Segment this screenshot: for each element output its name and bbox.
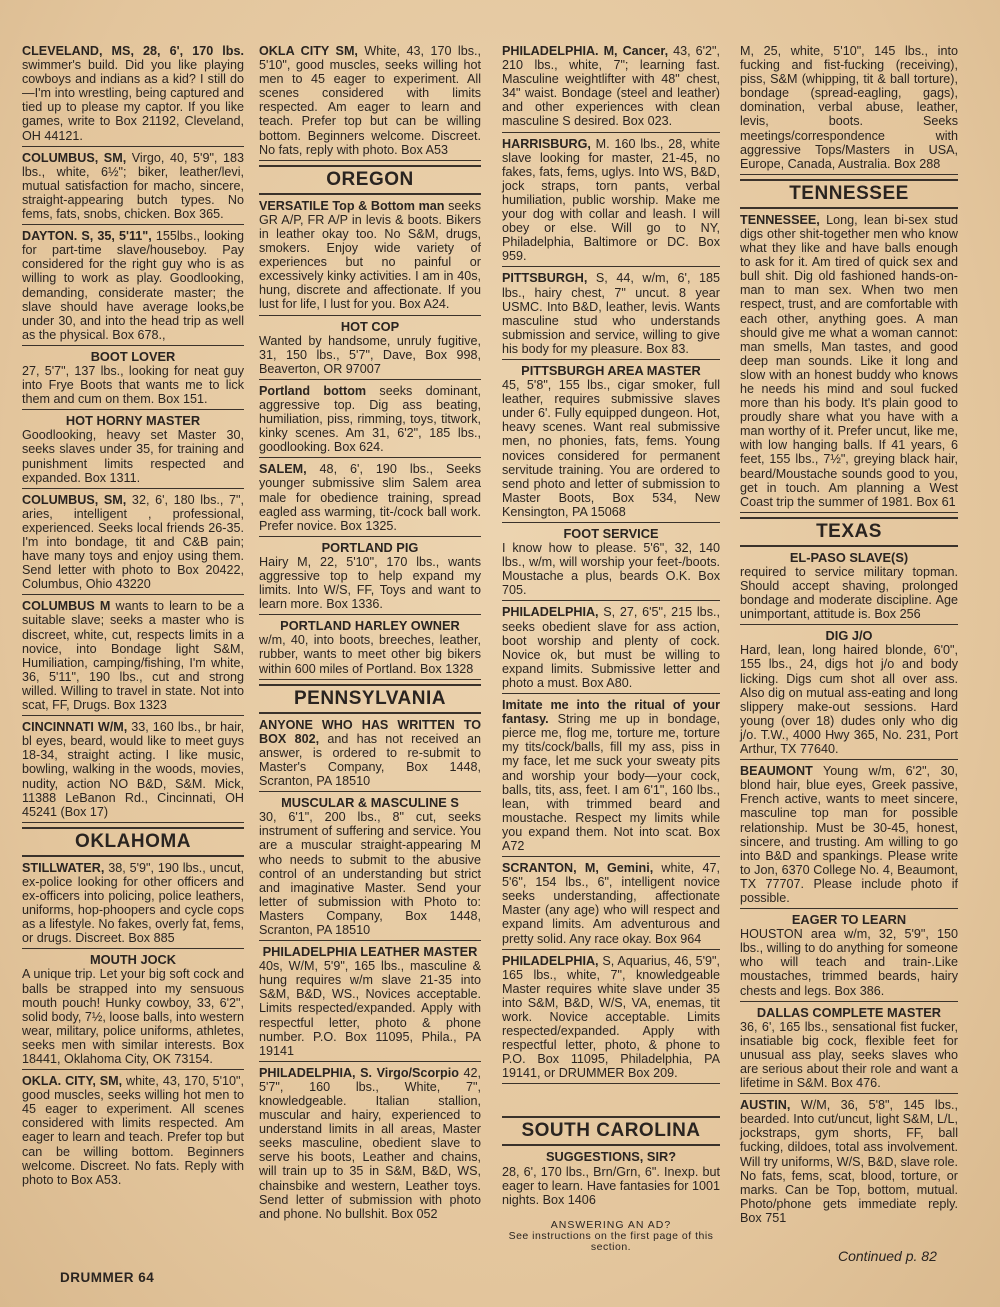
ad-lead: COLUMBUS, SM, xyxy=(22,492,127,507)
classified-ad xyxy=(740,44,958,175)
classified-ad xyxy=(740,551,958,625)
classified-ad xyxy=(259,541,481,615)
classified-ad xyxy=(740,1006,958,1095)
classified-ad xyxy=(22,151,244,225)
ad-body: 28, 6', 170 lbs., Brn/Grn, 6". Inexp. but eager to learn. Have fantasies for 1001 nights. Box 1406 xyxy=(502,1164,720,1207)
classified-ad xyxy=(502,1150,720,1209)
classified-ad xyxy=(502,137,720,268)
answering-ad-body: See instructions on the first page of this section. xyxy=(508,1229,714,1253)
ad-lead: OKLA CITY SM, xyxy=(259,44,358,58)
ad-body: white, 43, 170, 5'10", good muscles, seeks willing hot men to 45 eager to experiment. All scenes considered with limits respected. Am eager to learn and teach. Prefer top but can be willing bottom. Beginners welcome. Discreet. No fats. Reply with photo to Box A53. xyxy=(22,1074,244,1187)
classified-ad xyxy=(22,350,244,410)
state-heading: TEXAS xyxy=(740,517,958,547)
ad-lead: PHILADELPHIA. M, Cancer, xyxy=(502,44,669,58)
ad-body: 36, 6', 165 lbs., sensational fist fucker, insatiable big cock, flexible feet for unusual ass play, seeks slaves who are serious about their role and want a lifetime in S&M. Box 476. xyxy=(740,1019,958,1091)
classified-ad xyxy=(502,271,720,360)
ad-lead: Portland bottom xyxy=(259,383,367,398)
classified-ad xyxy=(259,44,481,161)
ad-lead: Imitate me into the ritual of your fantasy. xyxy=(502,698,720,727)
ad-headline: MUSCULAR & MASCULINE S xyxy=(281,795,459,811)
ad-lead: PITTSBURGH, xyxy=(502,271,588,286)
ad-body: S, 27, 6'5", 215 lbs., seeks obedient slave for ass action, boot worship and plenty of cock. Novice ok, but must be willing to expand limits. Submissive letter and photo a must. Box A80. xyxy=(502,605,720,690)
classified-ad xyxy=(502,698,720,857)
ad-lead: OKLA. CITY, SM, xyxy=(22,1074,123,1089)
ad-body: 155lbs., looking for part-time slave/houseboy. Pay considered for the right guy who is as willing to work as play. Goodlooking, demanding, considerate master; the slave should have average looks,be under 30, and into the head trip as well as the physical. Box 678., xyxy=(22,229,244,342)
state-heading: TENNESSEE xyxy=(740,179,958,209)
ad-body: String me up in bondage, pierce me, flog me, torture me, torture my tits/cock/balls, fill my ass, piss in my face, let me suck your sweaty pits and worship your body—your cock, balls, tits, ass, feet. I am 6'1", 160 lbs., lean, with trimmed beard and moustache. Respect my limits while you expand them. Not into scat. Box A72 xyxy=(502,712,720,853)
ad-lead: STILLWATER, xyxy=(22,860,105,875)
ad-headline: MOUTH JOCK xyxy=(89,952,177,968)
ad-headline: PORTLAND HARLEY OWNER xyxy=(280,618,460,634)
classified-ad xyxy=(22,493,244,596)
ad-body: swimmer's build. Did you like playing cowboys and indians as a kid? I still do—I'm into wrestling, being captured and tied up to please my captor. If you like games, write to Box 21192, Cleveland, OH 44121. xyxy=(22,58,244,143)
classified-ad xyxy=(22,953,244,1070)
ad-lead: SALEM, xyxy=(259,462,307,477)
classified-ad xyxy=(740,764,958,909)
state-heading: OREGON xyxy=(259,165,481,195)
classified-ad xyxy=(740,1098,958,1228)
ad-body: 43, 6'2", 210 lbs., white, 7"; learning fast. Masculine weightlifter with 48" chest, 34" waist. Bondage (steel and leather) and other experiences with clean masculine S desired. Box 023. xyxy=(502,44,720,129)
classified-ad xyxy=(740,629,958,760)
ad-headline: SUGGESTIONS, SIR? xyxy=(545,1149,677,1165)
ad-body: Hard, lean, long haired blonde, 6'0", 155 lbs., 24, digs hot j/o and body licking. Digs cum shot all over ass. Also dig on mutual ass-eating and long slippery make-out sessions. Hard young (over 18) dudes only who dig j/o. T.W., 4000 Hwy 365, No. 231, Port Arthur, TX 77640. xyxy=(740,643,958,757)
ad-body: S, Aquarius, 46, 5'9", 165 lbs., white, 7", knowledgeable Master requires white slave under 35 into S&M, B&D, W/S, VA, enemas, tit work. Novice acceptable. Limits respected/expanded. Apply with respectful letter, photo, & phone to P.O. Box 11095, Philadelphia, PA 19141, or DRUMMER Box 209. xyxy=(502,953,720,1081)
ad-lead: AUSTIN, xyxy=(740,1098,791,1113)
ad-body: A unique trip. Let your big soft cock and balls be strapped into my sensuous mouth pouch! Hunky cowboy, 33, 6'2", solid body, 7½, loose balls, into western wear, military, police uniforms, athletes, seeks men with similar interests. Box 18441, Oklahoma City, OK 73154. xyxy=(22,967,244,1066)
ad-body: 45, 5'8", 155 lbs., cigar smoker, full leather, requires submissive slaves under 6'. Fully equipped dungeon. Hot, heavy scenes. Want real submissive men, no phonies, fats, fems. Young novices considered for permanent servitude training. You are ordered to send photo and letter of submission to Master Boots, Box 534, New Kensington, PA 15068 xyxy=(502,378,720,519)
ad-headline: HOT HORNY MASTER xyxy=(65,413,201,429)
state-heading: OKLAHOMA xyxy=(22,827,244,857)
ad-lead: HARRISBURG, xyxy=(502,136,591,151)
classified-ad xyxy=(259,384,481,458)
ad-body: 42, 5'7", 160 lbs., White, 7", knowledgeable. Italian stallion, muscular and hairy, experienced to understand limits in all areas, Master seeks masculine, obedient slave to serve his boots, Leather and chains, will train up to 35 in S&M, B&D, WS, chainsbike and western, Leather toys. Send letter of submission with photo and phone. No bullshit. Box 052 xyxy=(259,1065,481,1221)
ad-body: required to service military topman. Should accept shaving, prolonged bondage and moderate discipline. Age unimportant, attitude is. Box 256 xyxy=(740,564,958,622)
ad-body: wants to learn to be a suitable slave; seeks a master who is discreet, white, cut, respects limits in a novice, into Bondage light S&M, Humiliation, camping/fishing, I'm white, 36, 5'11", 190 lbs., cut and strong willed. Willing to travel in state. Not into scat, FF, Drugs. Box 1323 xyxy=(22,599,244,713)
ad-body: Young w/m, 6'2", 30, blond hair, blue eyes, Greek passive, French active, wants to meet sincere, masculine top man for possible relationship. Must be 30-45, honest, sincere, and trusting. Am willing to go into B&D and spankings. Please write to Jon, 6370 College No. 4, Beaumont, TX 77707. Please include photo if possible. xyxy=(740,764,958,905)
ad-body: M, 25, white, 5'10", 145 lbs., into fucking and fist-fucking (receiving), piss, S&M (whipping, tit & ball torture), bondage (spread-eagling, gags), domination, verbal abuse, leather, levis, boots. Seeks meetings/correspondence with aggressive Tops/Masters in USA, Europe, Canada, Australia. Box 288 xyxy=(740,44,958,171)
classified-ad xyxy=(502,954,720,1085)
ad-body: 38, 5'9", 190 lbs., uncut, ex-police looking for other officers and ex-officers into policing, police leathers, uniforms, hop-phoopers and cycle cops as a lifestyle. No fakes, overly fat, fems, or drugs. Discreet. Box 885 xyxy=(22,860,244,946)
ad-lead: BEAUMONT xyxy=(740,764,813,779)
ad-body: Hairy M, 22, 5'10", 170 lbs., wants aggressive top to help expand my limits. Into W/S, FF, Toys and want to learn more. Box 1336. xyxy=(259,554,481,612)
classified-ad xyxy=(22,861,244,950)
ad-lead: TENNESSEE, xyxy=(740,212,820,227)
column-2 xyxy=(259,44,481,1254)
answering-ad-note xyxy=(502,1220,720,1253)
classified-ad xyxy=(740,913,958,1002)
column-1 xyxy=(22,44,244,1254)
classified-ad xyxy=(22,414,244,488)
classified-ad xyxy=(22,720,244,823)
ad-lead: ANYONE WHO HAS WRITTEN TO BOX 802, xyxy=(259,717,481,746)
classified-ad xyxy=(259,1066,481,1224)
ad-headline: PORTLAND PIG xyxy=(321,539,419,555)
ad-body: HOUSTON area w/m, 32, 5'9", 150 lbs., willing to do anything for someone who will teach and train-.Like moustaches, trimmed beards, hairy chests and legs. Box 386. xyxy=(740,927,958,998)
ad-body: I know how to please. 5'6", 32, 140 lbs., w/m, will worship your feet-/boots. Moustache a plus, beards O.K. Box 705. xyxy=(502,541,720,598)
ad-body: white, 47, 5'6", 154 lbs., 6", intelligent novice seeks understanding, affectionate Master (any age) who will respect and expand limits. Am adventurous and pretty solid. Any race okay. Box 964 xyxy=(502,861,720,946)
ad-headline: DALLAS COMPLETE MASTER xyxy=(756,1004,942,1020)
column-spacer xyxy=(502,1088,720,1114)
classified-ad xyxy=(502,527,720,601)
classified-ad xyxy=(259,945,481,1062)
ad-body: Wanted by handsome, unruly fugitive, 31, 150 lbs., 5'7", Dave, Box 998, Beaverton, OR 97007 xyxy=(259,333,481,376)
ad-body: Virgo, 40, 5'9", 183 lbs., white, 6½"; biker, leather/levi, mutual satisfaction for macho, sincere, straight-appearing butch types. No fems, fats, snobs, chicken. Box 365. xyxy=(22,150,244,222)
ad-headline: EAGER TO LEARN xyxy=(791,912,907,928)
ad-headline: DIG J/O xyxy=(825,628,873,644)
answering-ad-title: ANSWERING AN AD? xyxy=(550,1218,672,1231)
column-4 xyxy=(740,44,958,1225)
ad-body: w/m, 40, into boots, breeches, leather, rubber, wants to meet other big bikers within 600 miles of Portland. Box 1328 xyxy=(259,633,481,676)
ad-body: seeks dominant, aggressive top. Dig ass beating, humiliation, piss, rimming, toys, titwork, kinky scenes. Am 31, 6'2", 185 lbs., goodlooking. Box 624. xyxy=(259,383,481,455)
ad-lead: VERSATILE Top & Bottom man xyxy=(259,198,445,213)
ad-lead: CINCINNATI W/M, xyxy=(22,720,128,735)
ad-headline: FOOT SERVICE xyxy=(563,526,659,541)
ad-headline: EL-PASO SLAVE(S) xyxy=(789,549,909,565)
classified-ad xyxy=(259,462,481,536)
ad-body: S, 44, w/m, 6', 185 lbs., hairy chest, 7" uncut. 8 year USMC. Into B&D, leather, levis. Wants masculine stud who understands submission and service, willing to give his body for my pleasure. Box 83. xyxy=(502,271,720,356)
classified-ad xyxy=(740,213,958,513)
page-footer-magazine: DRUMMER 64 xyxy=(60,1270,155,1285)
classified-ad xyxy=(502,364,720,523)
ad-body: W/M, 36, 5'8", 145 lbs., bearded. Into cut/uncut, light S&M, L/L, jockstraps, gym shorts, FF, ball fucking, dildoes, total ass involvement. Will try uniforms, W/S, B&D, slave role. No fats, fems, scat, blood, torture, or marks. Can be Top, bottom, mutual. Photo/phone gets immediate reply. Box 751 xyxy=(740,1098,958,1225)
classified-ad xyxy=(259,796,481,941)
ad-body: seeks GR A/P, FR A/P in levis & boots. Bikers in leather okay too. No S&M, drugs, smokers. Enjoy wide variety of experiences but no painful or excessively kinky activities. I am in 40s, hung, discrete and affectionate. If you lust for life, I lust for you. Box A24. xyxy=(259,198,481,312)
ad-body: Goodlooking, heavy set Master 30, seeks slaves under 35, for training and punishment limits respected and expanded. Box 1311. xyxy=(22,428,244,485)
ad-body: 30, 6'1", 200 lbs., 8" cut, seeks instrument of suffering and service. You are a muscular straight-appearing M who needs to submit to the abusive control of an understanding but strict and imaginative Master. Send your letter of submission with Photo to: Masters Company, Box 1448, Scranton, PA 18510 xyxy=(259,810,481,937)
ad-lead: CLEVELAND, MS, 28, 6', 170 lbs. xyxy=(22,44,244,58)
ad-headline: BOOT LOVER xyxy=(90,348,176,364)
ad-body: 40s, W/M, 5'9", 165 lbs., masculine & hung requires w/m slave 21-35 into S&M, B&D, WS., Novices acceptable. Limits respected/expanded. Apply with respectful letter, photo & phone number. P.O. Box 11095, Phila., PA 19141 xyxy=(259,959,481,1058)
ad-lead: PHILADELPHIA, xyxy=(502,605,599,620)
ad-body: White, 43, 170 lbs., 5'10", good muscles, seeks willing hot men to 45 eager to experiment. All scenes considered with limits respected. Am eager to learn and teach. Prefer top but can be willing bottom. Beginners welcome. Discreet. No fats, reply with photo. Box A53 xyxy=(259,44,481,157)
classified-ad xyxy=(259,320,481,380)
ad-body: 32, 6', 180 lbs., 7", aries, intelligent , professional, experienced. Seeks local friends 26-35. I'm into bondage, tit and C&B pain; have many toys and enjoy using them. Send letter with photo to Box 20422, Columbus, Ohio 43220 xyxy=(22,492,244,592)
ad-lead: SCRANTON, M, Gemini, xyxy=(502,861,654,876)
ad-lead: COLUMBUS M xyxy=(22,599,111,614)
classified-ad xyxy=(259,619,481,679)
state-heading: PENNSYLVANIA xyxy=(259,684,481,714)
ad-lead: COLUMBUS, SM, xyxy=(22,150,127,165)
ad-body: M. 160 lbs., 28, white slave looking for master, 21-45, no fakes, fats, fems, uglys. Into WS, B&D, jock straps, torn pants, verbal humiliation, public worship. Make me your dog with collar and leash. I will obey or else. Will go to NY, Philadelphia, Baltimore or DC. Box 959. xyxy=(502,136,720,264)
ad-lead: PHILADELPHIA, S. Virgo/Scorpio xyxy=(259,1065,459,1080)
ad-body: 48, 6', 190 lbs., Seeks younger submissive slim Salem area male for obedience training, spread eagled ass warming, tit-/cock ball work. Prefer novice. Box 1325. xyxy=(259,462,481,533)
classified-ad xyxy=(502,605,720,694)
ad-headline: HOT COP xyxy=(340,318,400,334)
classified-ad xyxy=(22,229,244,346)
ad-body: 33, 160 lbs., br hair, bl eyes, beard, would like to meet guys 18-34, straight acting. I like music, bowling, walking in the woods, movies, nudity, action NO B&D, S&M. Mick, 11388 LeBanon Rd., Cincinnati, OH 45241 (Box 17) xyxy=(22,720,244,819)
ad-lead: PHILADELPHIA, xyxy=(502,953,599,968)
classified-ad xyxy=(502,861,720,950)
ad-body: Long, lean bi-sex stud digs other shit-together men who know what they like and have balls enough to ask for it. Am tired of quick sex and bull shit. Dig old fashioned hands-on-man to man sex. When two men respect, trust, and are comfortable with each other, anything goes. A man should give me what a woman cannot: man smells, Man tastes, and good deep man sounds. Like it long and slow with an honest buddy who knows he needs his mind and soul fucked more than his body. It's plain good to proudly share what you have with a man worthy of it. Prefer uncut, like me, with low hanging balls. If 41 years, 6 feet, 155 lbs., 7½", greying black hair, beard/Moustache sounds good to you, get in touch. Am planning a West Coast trip the summer of 1981. Box 61 xyxy=(740,212,958,509)
classified-ad xyxy=(259,199,481,316)
ad-lead: DAYTON. S, 35, 5'11", xyxy=(22,229,152,244)
classified-ad xyxy=(259,718,481,792)
classified-ad xyxy=(22,44,244,147)
ad-headline: PITTSBURGH AREA MASTER xyxy=(521,362,701,378)
continued-note: Continued p. 82 xyxy=(838,1248,937,1264)
classified-ad xyxy=(22,599,244,716)
ad-headline: PHILADELPHIA LEATHER MASTER xyxy=(262,944,478,960)
column-3 xyxy=(502,44,720,1253)
ad-body: 27, 5'7", 137 lbs., looking for neat guy into Frye Boots that wants me to lick them and cum on them. Box 151. xyxy=(22,363,244,407)
classified-ad xyxy=(22,1074,244,1190)
ad-body: and has not received an answer, is ordered to re-submit to Master's Company, Box 1448, Scranton, PA 18510 xyxy=(259,731,481,789)
state-heading: SOUTH CAROLINA xyxy=(502,1116,720,1146)
classified-ad xyxy=(502,44,720,133)
